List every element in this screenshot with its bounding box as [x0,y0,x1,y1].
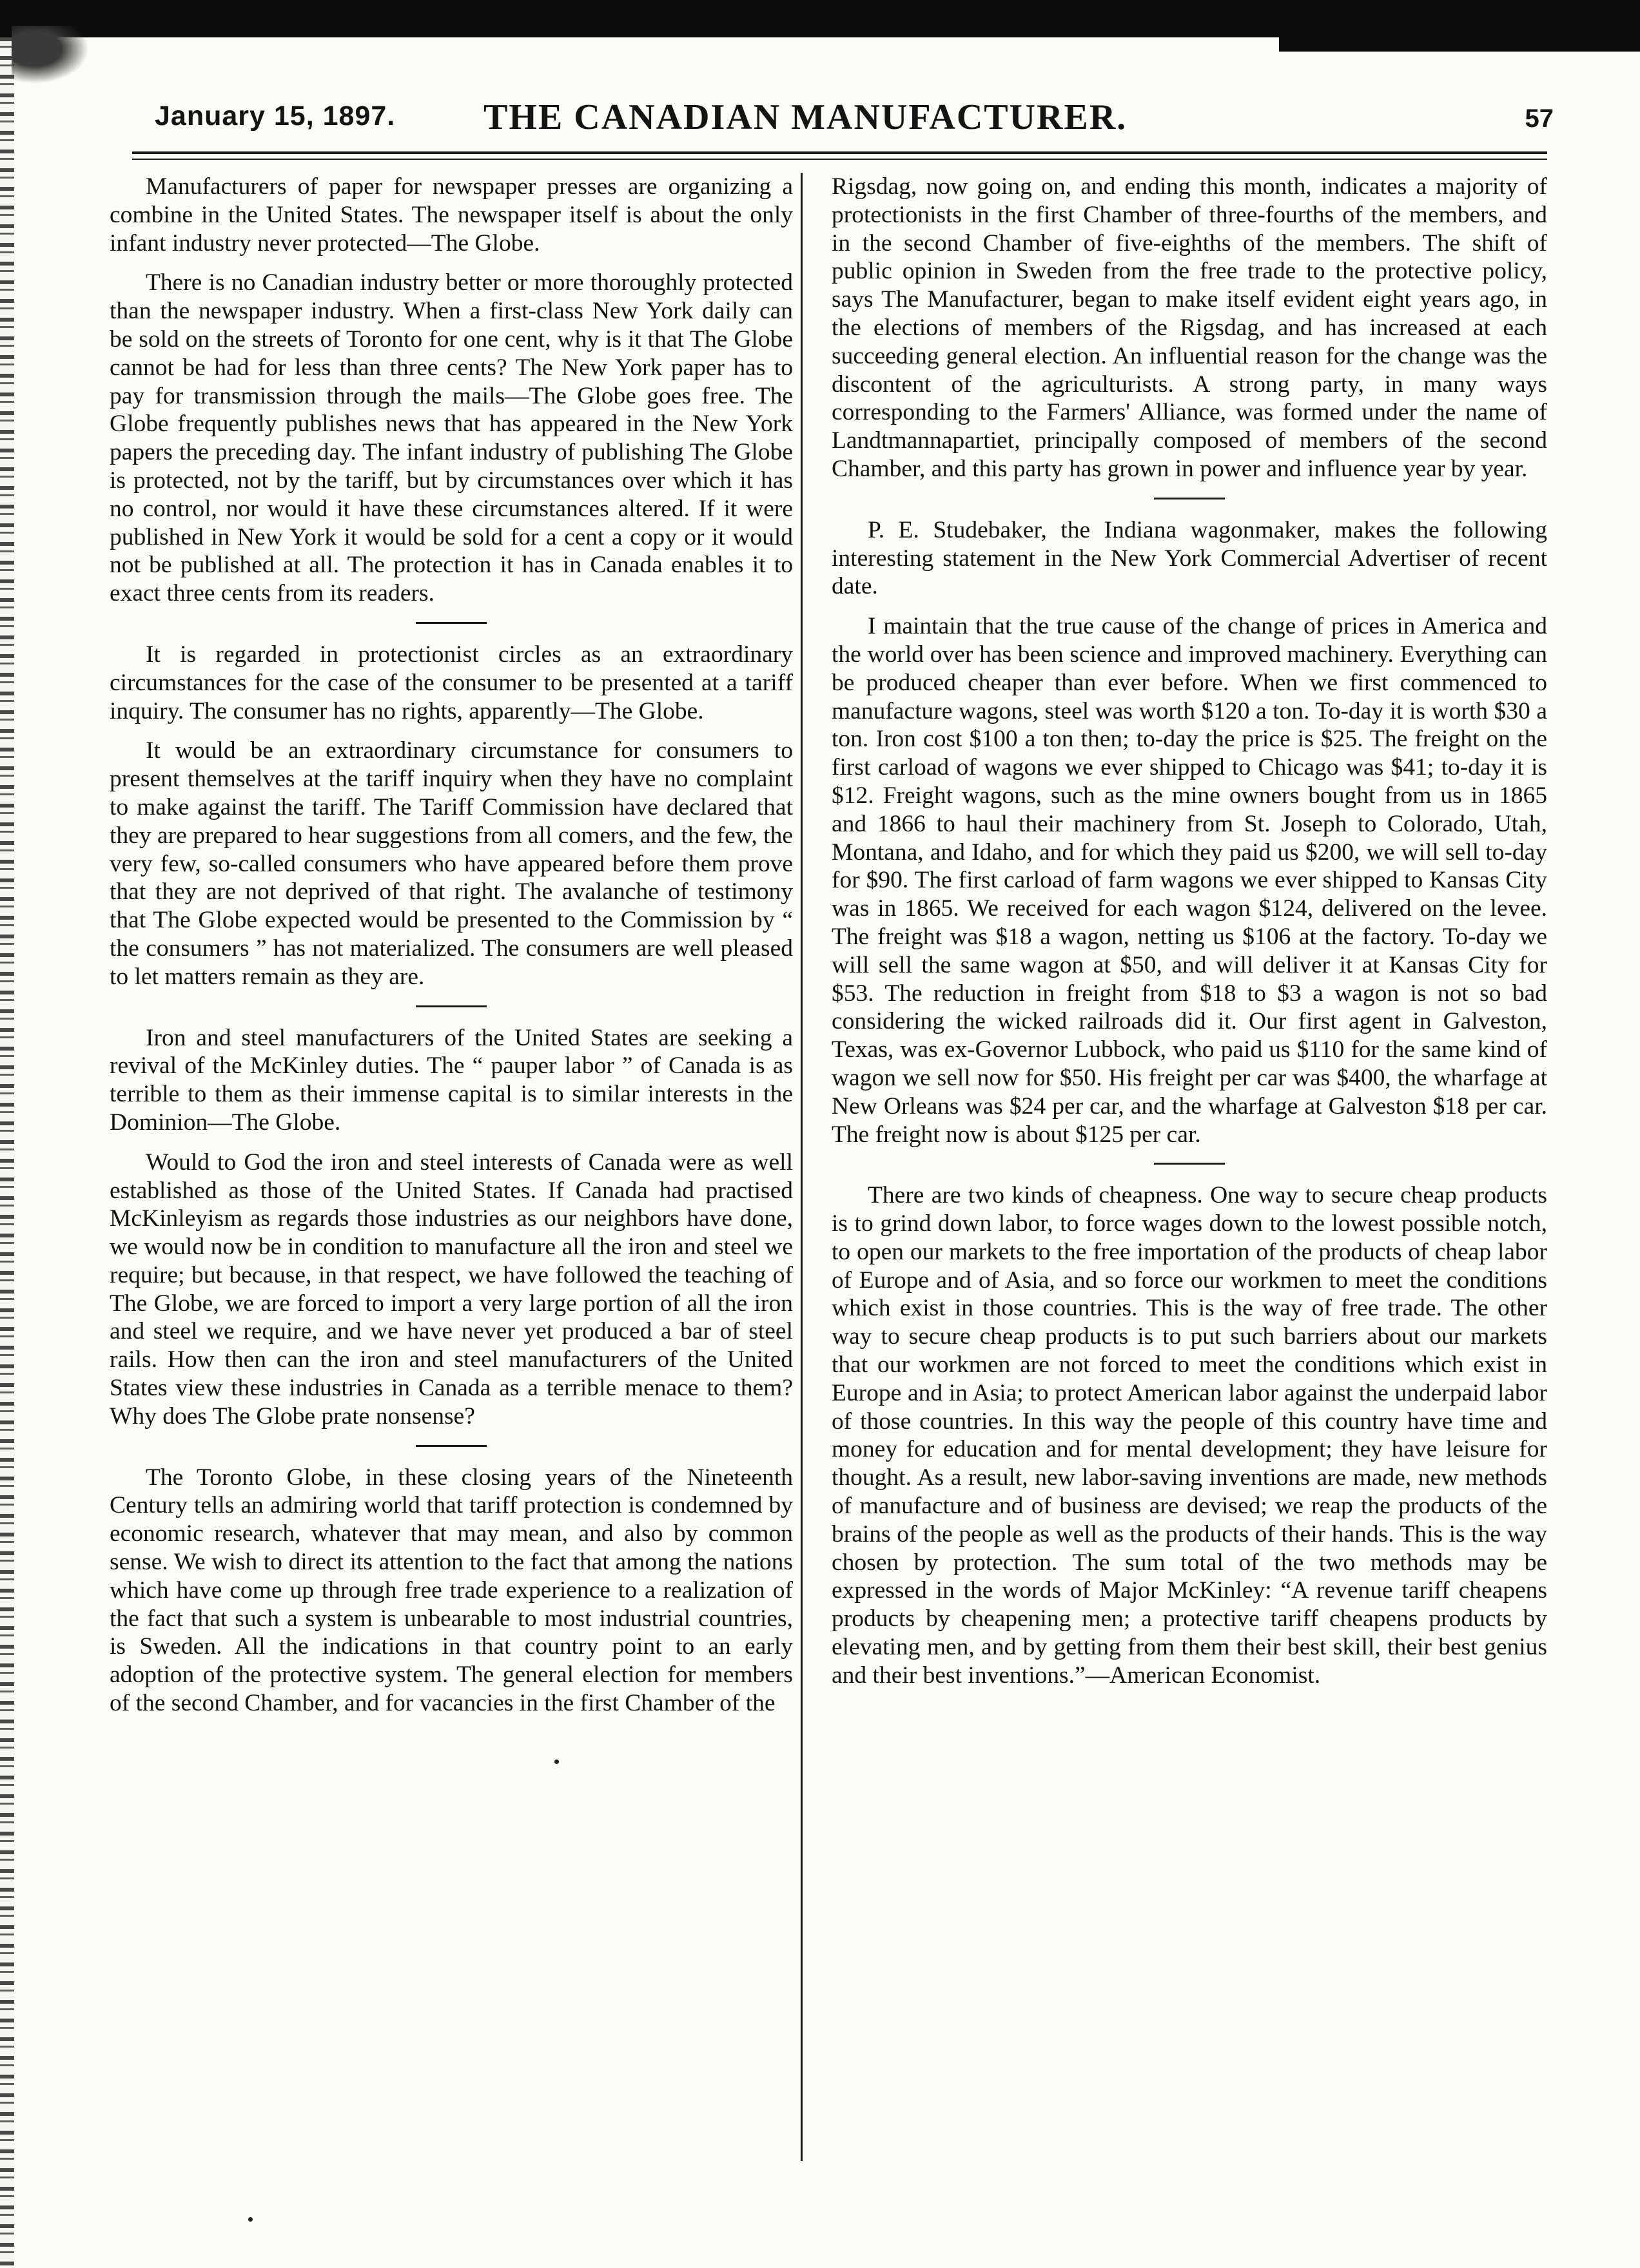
article-paragraph: It is regarded in protectionist circles as an extraordinary circumstances for the case of the consumer to be presented at a tariff inquiry. The consumer has no rights, apparently—The Globe. [110,641,793,724]
scan-speck [248,2217,253,2222]
article-paragraph: Rigsdag, now going on, and ending this month, indicates a majority of protectionists in the first Chamber of three-fourths of the members, and in the second Chamber of five-eighths of the members. The shift of public opinion in Sweden from the free trade to the protective policy, says The Manufacturer, began to make itself evident eight years ago, in the elections of members of the Rigsdag, and has increased at each succeeding general election. An influential reason for the change was the discontent of the agriculturists. A strong party, in many ways corresponding to the Farmers' Alliance, was formed under the name of Landtmannapartiet, principally composed of members of the second Chamber, and this party has grown in power and influence year by year. [832,173,1547,482]
scan-speck [554,1759,559,1764]
right-column [832,173,1547,2164]
header-rule-thin [132,159,1547,160]
article-paragraph: It would be an extraordinary circumstance for consumers to present themselves at the tariff inquiry when they have no complaint to make against the tariff. The Tariff Commission have declared that they are prepared to hear suggestions from all comers, and the few, the very few, so-called consumers who have appeared before them prove that they are not deprived of that right. The avalanche of testimony that The Globe expected would be presented to the Commission by “ the consumers ” has not materialized. The consumers are well pleased to let matters remain as they are. [110,737,793,990]
section-separator [1154,498,1225,499]
section-separator [416,1445,487,1447]
scan-top-border [0,0,1640,37]
article-paragraph: There are two kinds of cheapness. One way to secure cheap products is to grind down labor, to force wages down to the lowest possible notch, to open our markets to the free importation of the products of cheap labor of Europe and of Asia, and so force our workmen to meet the conditions which exist in those countries. This is the way of free trade. The other way to secure cheap products is to put such barriers about our markets that our workmen are not forced to meet the conditions which exist in Europe and in Asia; to protect American labor against the underpaid labor of those countries. In this way the people of this country have time and money for education and for mental development; they have leisure for thought. As a result, new labor-saving inventions are made, new methods of manufacture and of business are devised; we reap the products of the brains of the people as well as the products of their hands. This is the way chosen by protection. The sum total of the two methods may be expressed in the words of Major McKinley: “A revenue tariff cheapens products by cheapening men; a protective tariff cheapens products by elevating men, and by getting from them their best skill, their best genius and their best inventions.”—American Economist. [832,1182,1547,1689]
header-rule-thick [132,151,1547,154]
page-number: 57 [1525,104,1554,133]
article-paragraph: Iron and steel manufacturers of the United States are seeking a revival of the McKinley duties. The “ pauper labor ” of Canada is as terrible to them as their immense capital is to similar interests in the Dominion—The Globe. [110,1024,793,1136]
left-column [110,173,793,2164]
section-separator [416,1005,487,1007]
article-paragraph: Would to God the iron and steel interests of Canada were as well established as those of the United States. If Canada had practised McKinleyism as regards those industries as our neighbors have done, we would now be in condition to manufacture all the iron and steel we require; but because, in that respect, we have followed the teaching of The Globe, we are forced to import a very large portion of all the iron and steel we require, and we have never yet produced a bar of steel rails. How then can the iron and steel manufacturers of the United States view these industries in Canada as a terrible menace to them? Why does The Globe prate nonsense? [110,1149,793,1430]
issue-date: January 15, 1897. [155,101,396,131]
publication-title: THE CANADIAN MANUFACTURER. [483,97,1128,137]
article-paragraph: There is no Canadian industry better or more thoroughly protected than the newspaper industry. When a first-class New York daily can be sold on the streets of Toronto for one cent, why is it that The Globe cannot be had for less than three cents? The New York paper has to pay for transmission through the mails—The Globe goes free. The Globe frequently publishes news that has appeared in the New York papers the preceding day. The infant industry of publishing The Globe is protected, not by the tariff, but by circumstances over which it has no control, nor would it have these circumstances altered. If it were published in New York it would be sold for a cent a copy or it would not be published at all. The protection it has in Canada enables it to exact three cents from its readers. [110,269,793,607]
scan-corner-blot [12,26,89,84]
page-header [122,97,1554,148]
column-divider [801,173,803,2161]
section-separator [416,622,487,624]
article-paragraph: I maintain that the true cause of the change of prices in America and the world over has been science and improved machinery. Everything can be produced cheaper than ever before. When we first commenced to manufacture wagons, steel was worth $120 a ton. To-day it is worth $30 a ton. Iron cost $100 a ton then; to-day the price is $25. The freight on the first carload of wagons we ever shipped to Chicago was $41; to-day it is $12. Freight wagons, such as the mine owners bought from us in 1865 and 1866 to haul their machinery from St. Joseph to Colorado, Utah, Montana, and Idaho, and for which they paid us $200, we will sell to-day for $90. The first carload of farm wagons we ever shipped to Kansas City was in 1865. We received for each wagon $124, delivered on the levee. The freight was $18 a wagon, netting us $106 at the factory. To-day we will sell the same wagon at $50, and will deliver it at Kansas City for $53. The reduction in freight from $18 to $3 a wagon is not so bad considering the wicked railroads did it. Our first agent in Galveston, Texas, was ex-Governor Lubbock, who paid us $110 for the same kind of wagon we sell now for $50. His freight per car was $400, the wharfage at New Orleans was $24 per car, and the wharfage at Galveston $18 per car. The freight now is about $125 per car. [832,613,1547,1148]
section-separator [1154,1163,1225,1165]
article-paragraph: Manufacturers of paper for newspaper presses are organizing a combine in the United States. The newspaper itself is about the only infant industry never protected—The Globe. [110,173,793,257]
scan-left-edge [0,37,14,2268]
article-paragraph: P. E. Studebaker, the Indiana wagonmaker, makes the following interesting statement in the New York Commercial Advertiser of recent date. [832,516,1547,600]
scan-top-border-notch [1279,37,1640,52]
article-paragraph: The Toronto Globe, in these closing years of the Nineteenth Century tells an admiring world that tariff protection is condemned by economic research, whatever that may mean, and also by common sense. We wish to direct its attention to the fact that among the nations which have come up through free trade experience to a realization of the fact that such a system is unbearable to most industrial countries, is Sweden. All the indications in that country point to an early adoption of the protective system. The general election for members of the second Chamber, and for vacancies in the first Chamber of the [110,1464,793,1717]
